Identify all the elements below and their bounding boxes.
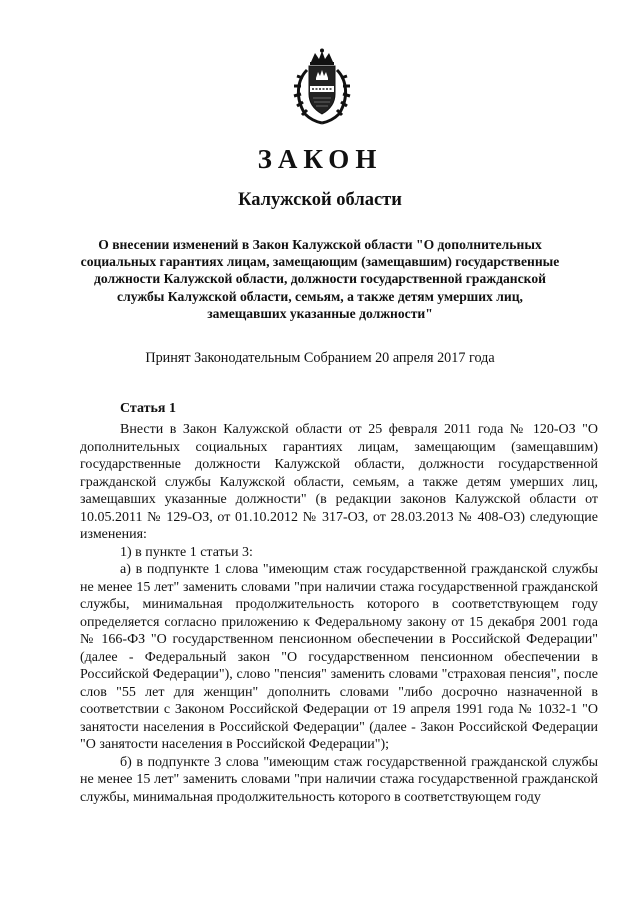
region-name: Калужской области (238, 190, 402, 210)
article-body (80, 421, 598, 806)
law-subject: О внесении изменений в Закон Калужской области "О дополнительных социальных гарантиях лицам, замещающим (замещавшим) государственные должности Калужской области, должности государственной гражданской службы Калужской области, семьям, а также детям умерших лиц, замещавших указанные должности" (80, 237, 560, 321)
law-title: ЗАКОН (257, 144, 383, 174)
article-paragraph: б) в подпункте 3 слова "имеющим стаж государственной гражданской службы не менее 15 лет" заменить словами "при наличии стажа государственной гражданской службы, минимальная продолжительность которого в соответствующем году (80, 754, 598, 805)
coat-of-arms-icon (289, 48, 355, 126)
article-paragraph: а) в подпункте 1 слова "имеющим стаж государственной гражданской службы не менее 15 лет" заменить словами "при наличии стажа государственной гражданской службы, минимальная продолжительность которого в соответствующем году определяется согласно приложению к Федеральному закону от 15 декабря 2001 года № 166-ФЗ "О государственном пенсионном обеспечении в Российской Федерации" (далее - Федеральный закон "О государственном пенсионном обеспечении в Российской Федерации"), слово "пенсия" заменить словами "страховая пенсия", после слов "55 лет для женщин" дополнить словами "либо досрочно назначенной в соответствии с Законом Российской Федерации от 19 апреля 1991 года № 1032-1 "О занятости населения в Российской Федерации" (далее - Закон Российской Федерации "О занятости населения в Российской Федерации"); (80, 562, 598, 752)
article-heading: Статья 1 (120, 401, 176, 416)
article-paragraph: 1) в пункте 1 статьи 3: (120, 544, 253, 560)
article-paragraph: Внести в Закон Калужской области от 25 февраля 2011 года № 120-ОЗ "О дополнительных социальных гарантиях лицам, замещающим (замещавшим) государственные должности Калужской области, должности государственной гражданской службы Калужской области, семьям, а также детям умерших лиц, замещавших указанные должности" (в редакции законов Калужской области от 10.05.2011 № 129-ОЗ, от 01.10.2012 № 317-ОЗ, от 28.03.2013 № 408-ОЗ) следующие изменения: (80, 422, 598, 542)
adoption-line: Принят Законодательным Собранием 20 апреля 2017 года (145, 350, 495, 366)
